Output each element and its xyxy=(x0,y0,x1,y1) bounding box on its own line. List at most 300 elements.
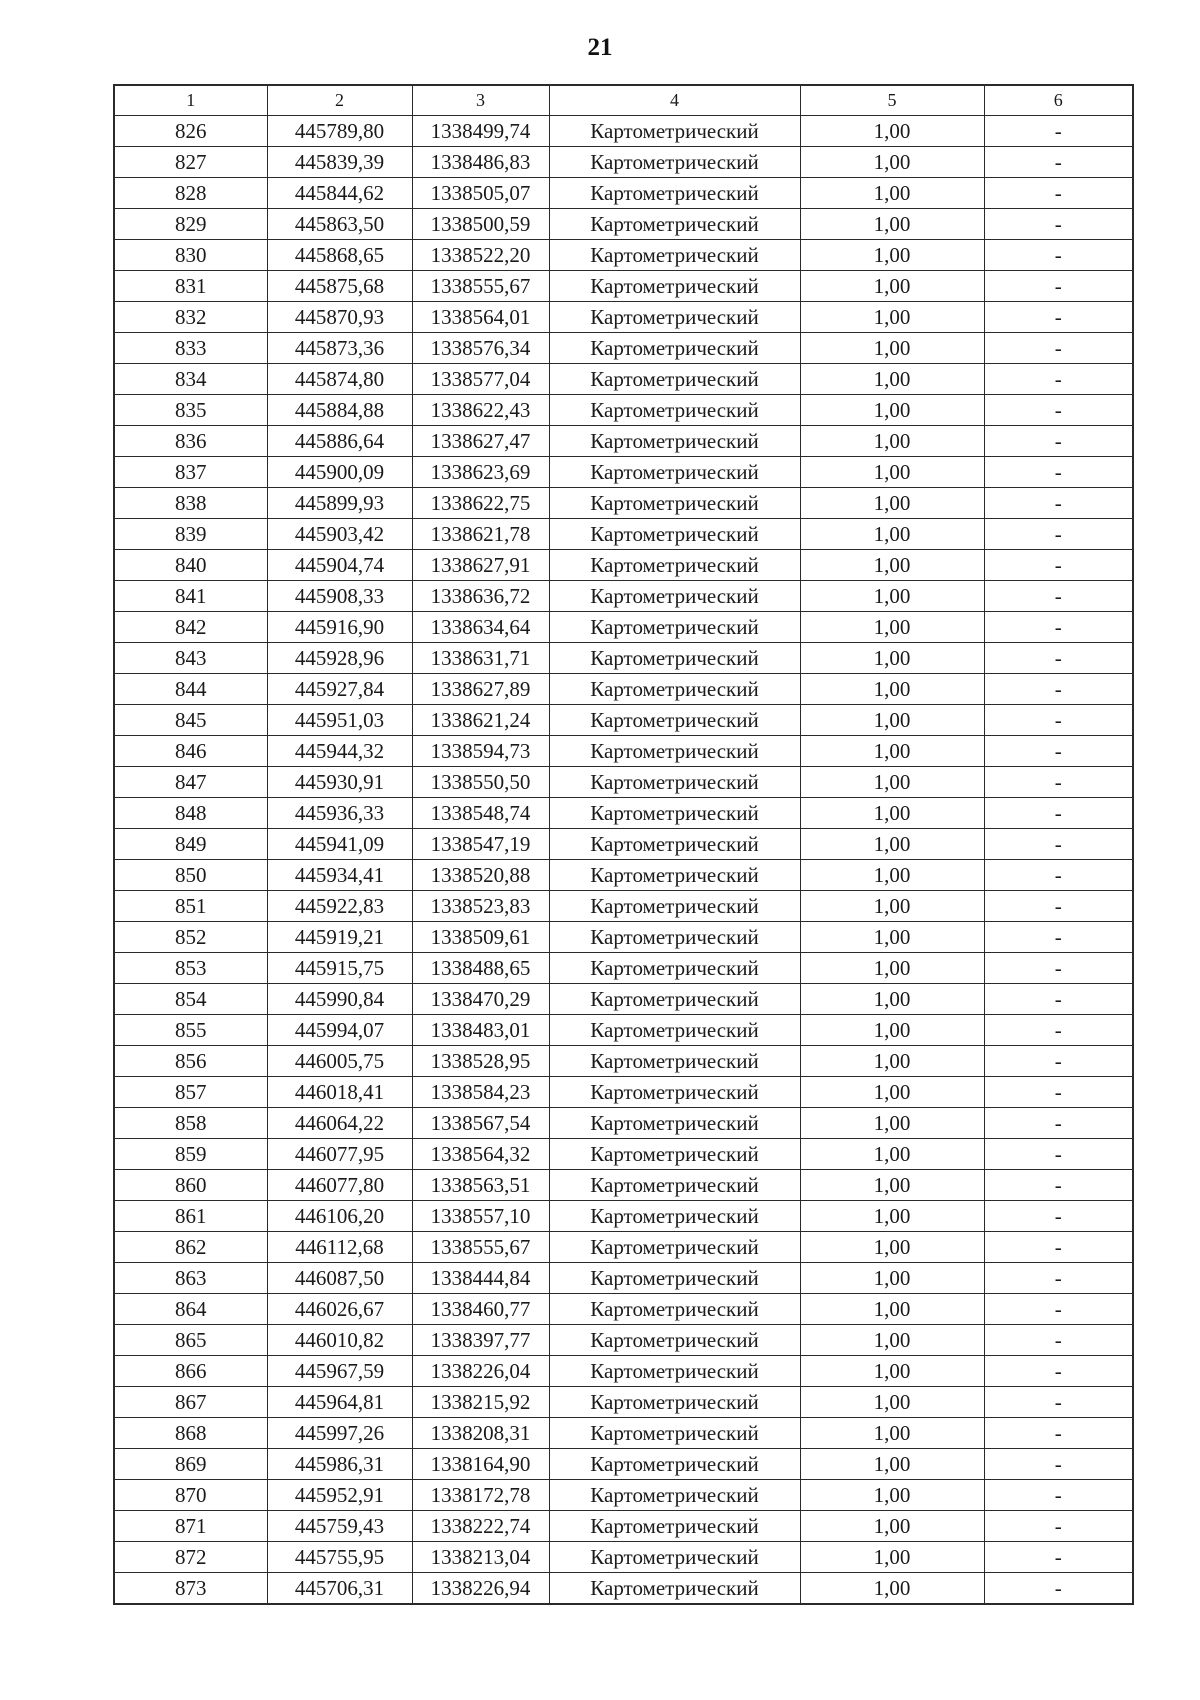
table-row xyxy=(114,1201,1133,1232)
table-row xyxy=(114,674,1133,705)
method-cell: Картометрический xyxy=(549,767,800,798)
accuracy-cell: 1,00 xyxy=(800,674,984,705)
x-coordinate-cell: 445997,26 xyxy=(267,1418,412,1449)
accuracy-cell: 1,00 xyxy=(800,333,984,364)
description-cell: - xyxy=(984,1325,1133,1356)
x-coordinate-cell: 445839,39 xyxy=(267,147,412,178)
point-number-cell: 849 xyxy=(114,829,267,860)
table-row xyxy=(114,860,1133,891)
accuracy-cell: 1,00 xyxy=(800,1480,984,1511)
point-number-cell: 867 xyxy=(114,1387,267,1418)
point-number-cell: 866 xyxy=(114,1356,267,1387)
method-cell: Картометрический xyxy=(549,364,800,395)
point-number-cell: 848 xyxy=(114,798,267,829)
description-cell: - xyxy=(984,922,1133,953)
table-row xyxy=(114,395,1133,426)
point-number-cell: 830 xyxy=(114,240,267,271)
description-cell: - xyxy=(984,1480,1133,1511)
y-coordinate-cell: 1338567,54 xyxy=(412,1108,549,1139)
table-row xyxy=(114,364,1133,395)
method-cell: Картометрический xyxy=(549,984,800,1015)
y-coordinate-cell: 1338460,77 xyxy=(412,1294,549,1325)
y-coordinate-cell: 1338627,89 xyxy=(412,674,549,705)
point-number-cell: 871 xyxy=(114,1511,267,1542)
description-cell: - xyxy=(984,1356,1133,1387)
description-cell: - xyxy=(984,1077,1133,1108)
point-number-cell: 838 xyxy=(114,488,267,519)
column-header: 3 xyxy=(412,85,549,116)
point-number-cell: 828 xyxy=(114,178,267,209)
x-coordinate-cell: 445759,43 xyxy=(267,1511,412,1542)
accuracy-cell: 1,00 xyxy=(800,1170,984,1201)
x-coordinate-cell: 445941,09 xyxy=(267,829,412,860)
description-cell: - xyxy=(984,891,1133,922)
x-coordinate-cell: 445990,84 xyxy=(267,984,412,1015)
accuracy-cell: 1,00 xyxy=(800,860,984,891)
accuracy-cell: 1,00 xyxy=(800,1325,984,1356)
table-row xyxy=(114,1139,1133,1170)
method-cell: Картометрический xyxy=(549,1511,800,1542)
coordinates-table xyxy=(113,84,1134,1605)
point-number-cell: 872 xyxy=(114,1542,267,1573)
description-cell: - xyxy=(984,581,1133,612)
description-cell: - xyxy=(984,1573,1133,1605)
table-row xyxy=(114,736,1133,767)
description-cell: - xyxy=(984,1015,1133,1046)
table-row xyxy=(114,147,1133,178)
table-row xyxy=(114,333,1133,364)
y-coordinate-cell: 1338557,10 xyxy=(412,1201,549,1232)
method-cell: Картометрический xyxy=(549,674,800,705)
table-row xyxy=(114,426,1133,457)
method-cell: Картометрический xyxy=(549,178,800,209)
y-coordinate-cell: 1338550,50 xyxy=(412,767,549,798)
y-coordinate-cell: 1338627,47 xyxy=(412,426,549,457)
description-cell: - xyxy=(984,364,1133,395)
method-cell: Картометрический xyxy=(549,736,800,767)
point-number-cell: 835 xyxy=(114,395,267,426)
method-cell: Картометрический xyxy=(549,1387,800,1418)
accuracy-cell: 1,00 xyxy=(800,984,984,1015)
y-coordinate-cell: 1338520,88 xyxy=(412,860,549,891)
method-cell: Картометрический xyxy=(549,116,800,147)
description-cell: - xyxy=(984,519,1133,550)
method-cell: Картометрический xyxy=(549,581,800,612)
accuracy-cell: 1,00 xyxy=(800,271,984,302)
x-coordinate-cell: 445844,62 xyxy=(267,178,412,209)
point-number-cell: 847 xyxy=(114,767,267,798)
point-number-cell: 831 xyxy=(114,271,267,302)
description-cell: - xyxy=(984,271,1133,302)
point-number-cell: 873 xyxy=(114,1573,267,1605)
method-cell: Картометрический xyxy=(549,333,800,364)
x-coordinate-cell: 445927,84 xyxy=(267,674,412,705)
accuracy-cell: 1,00 xyxy=(800,1294,984,1325)
table-row xyxy=(114,457,1133,488)
accuracy-cell: 1,00 xyxy=(800,519,984,550)
accuracy-cell: 1,00 xyxy=(800,1232,984,1263)
point-number-cell: 843 xyxy=(114,643,267,674)
point-number-cell: 829 xyxy=(114,209,267,240)
y-coordinate-cell: 1338622,43 xyxy=(412,395,549,426)
table-row xyxy=(114,1046,1133,1077)
accuracy-cell: 1,00 xyxy=(800,302,984,333)
description-cell: - xyxy=(984,333,1133,364)
column-header: 2 xyxy=(267,85,412,116)
point-number-cell: 834 xyxy=(114,364,267,395)
x-coordinate-cell: 445919,21 xyxy=(267,922,412,953)
x-coordinate-cell: 445863,50 xyxy=(267,209,412,240)
table-row xyxy=(114,178,1133,209)
table-row xyxy=(114,1511,1133,1542)
y-coordinate-cell: 1338636,72 xyxy=(412,581,549,612)
method-cell: Картометрический xyxy=(549,1108,800,1139)
point-number-cell: 860 xyxy=(114,1170,267,1201)
method-cell: Картометрический xyxy=(549,302,800,333)
table-row xyxy=(114,1170,1133,1201)
accuracy-cell: 1,00 xyxy=(800,550,984,581)
table-row xyxy=(114,1294,1133,1325)
method-cell: Картометрический xyxy=(549,953,800,984)
point-number-cell: 837 xyxy=(114,457,267,488)
point-number-cell: 861 xyxy=(114,1201,267,1232)
accuracy-cell: 1,00 xyxy=(800,1542,984,1573)
description-cell: - xyxy=(984,1046,1133,1077)
accuracy-cell: 1,00 xyxy=(800,612,984,643)
y-coordinate-cell: 1338547,19 xyxy=(412,829,549,860)
accuracy-cell: 1,00 xyxy=(800,426,984,457)
y-coordinate-cell: 1338621,78 xyxy=(412,519,549,550)
description-cell: - xyxy=(984,116,1133,147)
point-number-cell: 846 xyxy=(114,736,267,767)
description-cell: - xyxy=(984,612,1133,643)
table-row xyxy=(114,1325,1133,1356)
description-cell: - xyxy=(984,1201,1133,1232)
accuracy-cell: 1,00 xyxy=(800,953,984,984)
table-row xyxy=(114,798,1133,829)
y-coordinate-cell: 1338500,59 xyxy=(412,209,549,240)
method-cell: Картометрический xyxy=(549,209,800,240)
y-coordinate-cell: 1338470,29 xyxy=(412,984,549,1015)
x-coordinate-cell: 445899,93 xyxy=(267,488,412,519)
method-cell: Картометрический xyxy=(549,271,800,302)
description-cell: - xyxy=(984,1511,1133,1542)
method-cell: Картометрический xyxy=(549,612,800,643)
x-coordinate-cell: 446026,67 xyxy=(267,1294,412,1325)
description-cell: - xyxy=(984,1232,1133,1263)
accuracy-cell: 1,00 xyxy=(800,240,984,271)
page-number: 21 xyxy=(587,34,613,61)
accuracy-cell: 1,00 xyxy=(800,1077,984,1108)
x-coordinate-cell: 445900,09 xyxy=(267,457,412,488)
y-coordinate-cell: 1338222,74 xyxy=(412,1511,549,1542)
accuracy-cell: 1,00 xyxy=(800,1201,984,1232)
description-cell: - xyxy=(984,488,1133,519)
description-cell: - xyxy=(984,1542,1133,1573)
method-cell: Картометрический xyxy=(549,1542,800,1573)
x-coordinate-cell: 445944,32 xyxy=(267,736,412,767)
point-number-cell: 856 xyxy=(114,1046,267,1077)
accuracy-cell: 1,00 xyxy=(800,736,984,767)
point-number-cell: 864 xyxy=(114,1294,267,1325)
accuracy-cell: 1,00 xyxy=(800,1449,984,1480)
method-cell: Картометрический xyxy=(549,1232,800,1263)
table-row xyxy=(114,240,1133,271)
x-coordinate-cell: 445994,07 xyxy=(267,1015,412,1046)
y-coordinate-cell: 1338627,91 xyxy=(412,550,549,581)
table-row xyxy=(114,550,1133,581)
point-number-cell: 833 xyxy=(114,333,267,364)
point-number-cell: 858 xyxy=(114,1108,267,1139)
description-cell: - xyxy=(984,178,1133,209)
y-coordinate-cell: 1338564,01 xyxy=(412,302,549,333)
x-coordinate-cell: 445874,80 xyxy=(267,364,412,395)
x-coordinate-cell: 445964,81 xyxy=(267,1387,412,1418)
accuracy-cell: 1,00 xyxy=(800,1263,984,1294)
accuracy-cell: 1,00 xyxy=(800,395,984,426)
table-row xyxy=(114,767,1133,798)
column-header: 4 xyxy=(549,85,800,116)
point-number-cell: 865 xyxy=(114,1325,267,1356)
description-cell: - xyxy=(984,953,1133,984)
description-cell: - xyxy=(984,240,1133,271)
y-coordinate-cell: 1338528,95 xyxy=(412,1046,549,1077)
table-row xyxy=(114,302,1133,333)
description-cell: - xyxy=(984,705,1133,736)
x-coordinate-cell: 446010,82 xyxy=(267,1325,412,1356)
method-cell: Картометрический xyxy=(549,1573,800,1605)
point-number-cell: 826 xyxy=(114,116,267,147)
accuracy-cell: 1,00 xyxy=(800,1573,984,1605)
table-row xyxy=(114,116,1133,147)
x-coordinate-cell: 446077,80 xyxy=(267,1170,412,1201)
table-row xyxy=(114,1573,1133,1605)
point-number-cell: 870 xyxy=(114,1480,267,1511)
table-row xyxy=(114,829,1133,860)
accuracy-cell: 1,00 xyxy=(800,643,984,674)
method-cell: Картометрический xyxy=(549,395,800,426)
point-number-cell: 842 xyxy=(114,612,267,643)
y-coordinate-cell: 1338594,73 xyxy=(412,736,549,767)
header-row xyxy=(114,85,1133,116)
y-coordinate-cell: 1338208,31 xyxy=(412,1418,549,1449)
method-cell: Картометрический xyxy=(549,457,800,488)
x-coordinate-cell: 445868,65 xyxy=(267,240,412,271)
description-cell: - xyxy=(984,457,1133,488)
table-row xyxy=(114,612,1133,643)
accuracy-cell: 1,00 xyxy=(800,147,984,178)
x-coordinate-cell: 445930,91 xyxy=(267,767,412,798)
description-cell: - xyxy=(984,860,1133,891)
table-row xyxy=(114,209,1133,240)
accuracy-cell: 1,00 xyxy=(800,116,984,147)
method-cell: Картометрический xyxy=(549,1325,800,1356)
method-cell: Картометрический xyxy=(549,1170,800,1201)
description-cell: - xyxy=(984,1263,1133,1294)
description-cell: - xyxy=(984,767,1133,798)
point-number-cell: 852 xyxy=(114,922,267,953)
column-header: 6 xyxy=(984,85,1133,116)
accuracy-cell: 1,00 xyxy=(800,209,984,240)
description-cell: - xyxy=(984,674,1133,705)
y-coordinate-cell: 1338555,67 xyxy=(412,1232,549,1263)
x-coordinate-cell: 445967,59 xyxy=(267,1356,412,1387)
y-coordinate-cell: 1338622,75 xyxy=(412,488,549,519)
y-coordinate-cell: 1338584,23 xyxy=(412,1077,549,1108)
method-cell: Картометрический xyxy=(549,1201,800,1232)
point-number-cell: 850 xyxy=(114,860,267,891)
x-coordinate-cell: 445875,68 xyxy=(267,271,412,302)
column-header: 5 xyxy=(800,85,984,116)
x-coordinate-cell: 446087,50 xyxy=(267,1263,412,1294)
table-row xyxy=(114,984,1133,1015)
point-number-cell: 857 xyxy=(114,1077,267,1108)
method-cell: Картометрический xyxy=(549,1418,800,1449)
accuracy-cell: 1,00 xyxy=(800,1046,984,1077)
x-coordinate-cell: 445903,42 xyxy=(267,519,412,550)
accuracy-cell: 1,00 xyxy=(800,705,984,736)
table-row xyxy=(114,953,1133,984)
method-cell: Картометрический xyxy=(549,1139,800,1170)
x-coordinate-cell: 446064,22 xyxy=(267,1108,412,1139)
point-number-cell: 855 xyxy=(114,1015,267,1046)
x-coordinate-cell: 445951,03 xyxy=(267,705,412,736)
description-cell: - xyxy=(984,798,1133,829)
description-cell: - xyxy=(984,1449,1133,1480)
description-cell: - xyxy=(984,1139,1133,1170)
accuracy-cell: 1,00 xyxy=(800,922,984,953)
table-header xyxy=(114,85,1133,116)
accuracy-cell: 1,00 xyxy=(800,488,984,519)
x-coordinate-cell: 445915,75 xyxy=(267,953,412,984)
method-cell: Картометрический xyxy=(549,1356,800,1387)
y-coordinate-cell: 1338172,78 xyxy=(412,1480,549,1511)
description-cell: - xyxy=(984,1294,1133,1325)
table-row xyxy=(114,1263,1133,1294)
accuracy-cell: 1,00 xyxy=(800,1139,984,1170)
point-number-cell: 869 xyxy=(114,1449,267,1480)
description-cell: - xyxy=(984,550,1133,581)
x-coordinate-cell: 446077,95 xyxy=(267,1139,412,1170)
point-number-cell: 839 xyxy=(114,519,267,550)
table-row xyxy=(114,519,1133,550)
x-coordinate-cell: 445952,91 xyxy=(267,1480,412,1511)
accuracy-cell: 1,00 xyxy=(800,891,984,922)
method-cell: Картометрический xyxy=(549,147,800,178)
x-coordinate-cell: 445936,33 xyxy=(267,798,412,829)
y-coordinate-cell: 1338215,92 xyxy=(412,1387,549,1418)
point-number-cell: 853 xyxy=(114,953,267,984)
x-coordinate-cell: 445789,80 xyxy=(267,116,412,147)
method-cell: Картометрический xyxy=(549,1480,800,1511)
description-cell: - xyxy=(984,736,1133,767)
accuracy-cell: 1,00 xyxy=(800,457,984,488)
description-cell: - xyxy=(984,147,1133,178)
method-cell: Картометрический xyxy=(549,1294,800,1325)
table-row xyxy=(114,1542,1133,1573)
description-cell: - xyxy=(984,984,1133,1015)
method-cell: Картометрический xyxy=(549,705,800,736)
x-coordinate-cell: 445873,36 xyxy=(267,333,412,364)
table-row xyxy=(114,1418,1133,1449)
x-coordinate-cell: 446018,41 xyxy=(267,1077,412,1108)
point-number-cell: 840 xyxy=(114,550,267,581)
method-cell: Картометрический xyxy=(549,1449,800,1480)
description-cell: - xyxy=(984,395,1133,426)
table-row xyxy=(114,1449,1133,1480)
description-cell: - xyxy=(984,829,1133,860)
method-cell: Картометрический xyxy=(549,860,800,891)
x-coordinate-cell: 445886,64 xyxy=(267,426,412,457)
table-row xyxy=(114,643,1133,674)
point-number-cell: 859 xyxy=(114,1139,267,1170)
y-coordinate-cell: 1338631,71 xyxy=(412,643,549,674)
point-number-cell: 832 xyxy=(114,302,267,333)
y-coordinate-cell: 1338226,94 xyxy=(412,1573,549,1605)
column-header: 1 xyxy=(114,85,267,116)
y-coordinate-cell: 1338522,20 xyxy=(412,240,549,271)
x-coordinate-cell: 445916,90 xyxy=(267,612,412,643)
method-cell: Картометрический xyxy=(549,798,800,829)
point-number-cell: 827 xyxy=(114,147,267,178)
description-cell: - xyxy=(984,643,1133,674)
accuracy-cell: 1,00 xyxy=(800,1387,984,1418)
table-body xyxy=(114,116,1133,1605)
point-number-cell: 845 xyxy=(114,705,267,736)
table-row xyxy=(114,891,1133,922)
y-coordinate-cell: 1338509,61 xyxy=(412,922,549,953)
x-coordinate-cell: 445884,88 xyxy=(267,395,412,426)
y-coordinate-cell: 1338226,04 xyxy=(412,1356,549,1387)
y-coordinate-cell: 1338483,01 xyxy=(412,1015,549,1046)
point-number-cell: 862 xyxy=(114,1232,267,1263)
method-cell: Картометрический xyxy=(549,922,800,953)
description-cell: - xyxy=(984,1418,1133,1449)
accuracy-cell: 1,00 xyxy=(800,178,984,209)
accuracy-cell: 1,00 xyxy=(800,1356,984,1387)
accuracy-cell: 1,00 xyxy=(800,829,984,860)
x-coordinate-cell: 445922,83 xyxy=(267,891,412,922)
x-coordinate-cell: 446005,75 xyxy=(267,1046,412,1077)
accuracy-cell: 1,00 xyxy=(800,798,984,829)
point-number-cell: 836 xyxy=(114,426,267,457)
table-row xyxy=(114,488,1133,519)
y-coordinate-cell: 1338499,74 xyxy=(412,116,549,147)
point-number-cell: 841 xyxy=(114,581,267,612)
accuracy-cell: 1,00 xyxy=(800,1418,984,1449)
method-cell: Картометрический xyxy=(549,1015,800,1046)
point-number-cell: 844 xyxy=(114,674,267,705)
method-cell: Картометрический xyxy=(549,1077,800,1108)
y-coordinate-cell: 1338523,83 xyxy=(412,891,549,922)
x-coordinate-cell: 446106,20 xyxy=(267,1201,412,1232)
point-number-cell: 854 xyxy=(114,984,267,1015)
point-number-cell: 868 xyxy=(114,1418,267,1449)
table-row xyxy=(114,1015,1133,1046)
y-coordinate-cell: 1338505,07 xyxy=(412,178,549,209)
description-cell: - xyxy=(984,209,1133,240)
table-row xyxy=(114,705,1133,736)
x-coordinate-cell: 445755,95 xyxy=(267,1542,412,1573)
accuracy-cell: 1,00 xyxy=(800,364,984,395)
x-coordinate-cell: 445928,96 xyxy=(267,643,412,674)
table-row xyxy=(114,1077,1133,1108)
accuracy-cell: 1,00 xyxy=(800,581,984,612)
y-coordinate-cell: 1338164,90 xyxy=(412,1449,549,1480)
method-cell: Картометрический xyxy=(549,550,800,581)
table-row xyxy=(114,581,1133,612)
x-coordinate-cell: 445986,31 xyxy=(267,1449,412,1480)
